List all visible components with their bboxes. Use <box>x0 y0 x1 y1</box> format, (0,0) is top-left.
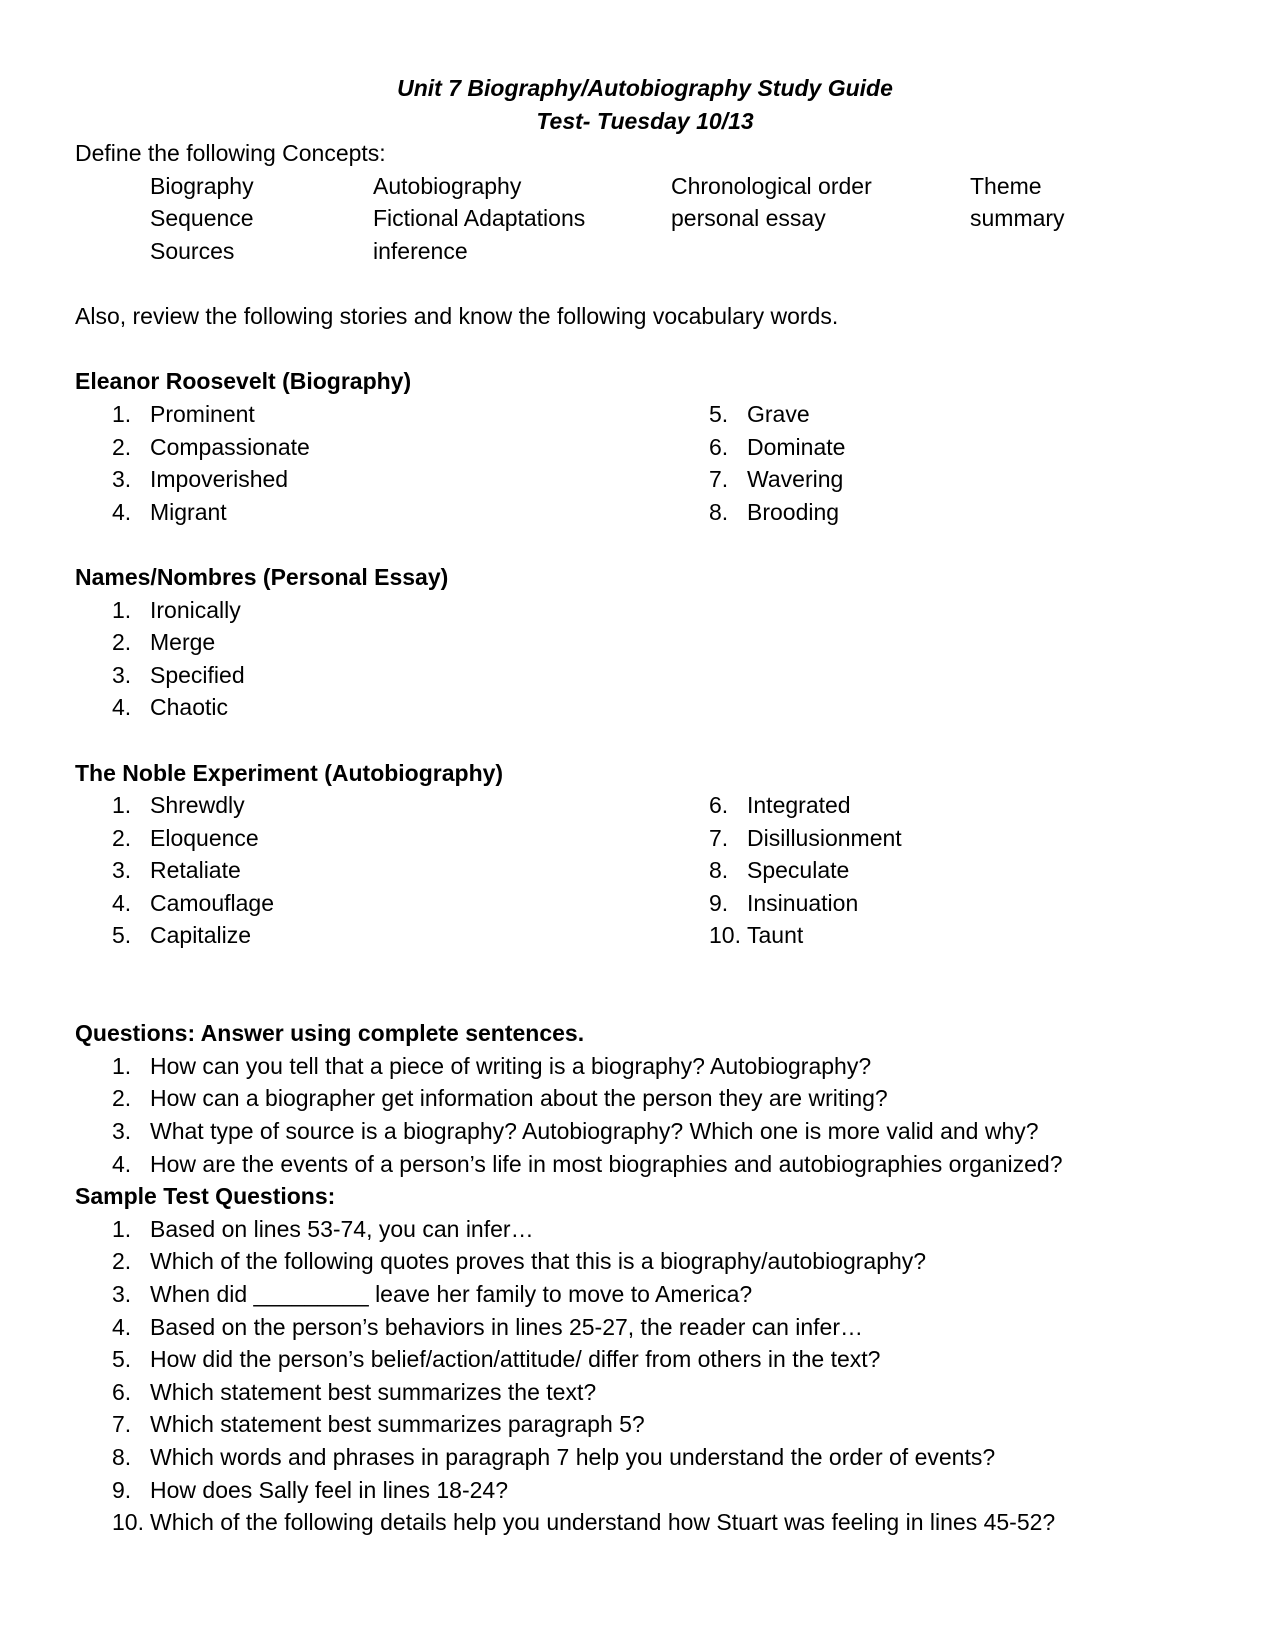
list-item: 9. Insinuation <box>709 889 859 916</box>
list-item: 8. Speculate <box>709 857 850 884</box>
section-heading-names: Names/Nombres (Personal Essay) <box>75 563 449 590</box>
section-heading-noble: The Noble Experiment (Autobiography) <box>75 759 504 786</box>
concepts-grid <box>75 170 1215 268</box>
list-item: 2. Which of the following quotes proves that this is a biography/autobiography? <box>112 1248 927 1275</box>
list-item: 3. When did _________ leave her family to move to America? <box>112 1281 753 1308</box>
list-item: 7. Wavering <box>709 466 844 493</box>
list-item: 4. Camouflage <box>112 889 275 916</box>
concept-term: Chronological order <box>671 172 872 199</box>
list-item: 1. Based on lines 53-74, you can infer… <box>112 1215 534 1242</box>
vocab-list-noble <box>75 789 1215 952</box>
list-item: 5. Capitalize <box>112 922 251 949</box>
list-item: 4. Migrant <box>112 498 227 525</box>
list-item: 3. Impoverished <box>112 466 289 493</box>
concept-term: personal essay <box>671 205 826 232</box>
list-item: 2. Merge <box>112 629 216 656</box>
concept-term <box>970 235 1215 268</box>
list-item: 3. Specified <box>112 661 245 688</box>
list-item: 1. How can you tell that a piece of writing is a biography? Autobiography? <box>112 1052 872 1079</box>
list-item: 9. How does Sally feel in lines 18-24? <box>112 1476 508 1503</box>
list-item: 5. How did the person’s belief/action/attitude/ differ from others in the text? <box>112 1346 881 1373</box>
list-item: 7. Disillusionment <box>709 824 902 851</box>
list-item: 6. Dominate <box>709 433 846 460</box>
list-item: 3. What type of source is a biography? Autobiography? Which one is more valid and why? <box>112 1118 1039 1145</box>
list-item: 6. Integrated <box>709 792 851 819</box>
vocab-list-eleanor <box>75 398 1215 528</box>
list-item: 1. Prominent <box>112 400 255 427</box>
sample-questions-heading: Sample Test Questions: <box>75 1183 336 1210</box>
list-item: 2. How can a biographer get information about the person they are writing? <box>112 1085 888 1112</box>
list-item: 2. Eloquence <box>112 824 259 851</box>
concept-term: Sources <box>150 237 235 264</box>
list-item: 7. Which statement best summarizes paragraph 5? <box>112 1411 645 1438</box>
title-line-1: Unit 7 Biography/Autobiography Study Guide <box>397 75 893 101</box>
concept-term: inference <box>373 237 468 264</box>
list-item: 3. Retaliate <box>112 857 241 884</box>
concept-term: Autobiography <box>373 172 522 199</box>
list-item: 10. Which of the following details help you understand how Stuart was feeling in lines 45-52? <box>112 1509 1056 1536</box>
concept-term: Biography <box>150 172 254 199</box>
questions-heading: Questions: Answer using complete sentences. <box>75 1020 585 1047</box>
list-item: 2. Compassionate <box>112 433 310 460</box>
review-intro: Also, review the following stories and know the following vocabulary words. <box>75 303 839 330</box>
list-item: 4. Based on the person’s behaviors in lines 25-27, the reader can infer… <box>112 1313 864 1340</box>
list-item: 4. Chaotic <box>112 694 228 721</box>
vocab-list-names <box>75 594 1215 724</box>
title-line-2: Test- Tuesday 10/13 <box>536 107 754 134</box>
concept-term <box>671 235 970 268</box>
list-item: 8. Which words and phrases in paragraph 7 help you understand the order of events? <box>112 1444 996 1470</box>
list-item: 4. How are the events of a person’s life in most biographies and autobiographies organized? <box>112 1150 1063 1177</box>
list-item: 1. Ironically <box>112 596 241 623</box>
list-item: 1. Shrewdly <box>112 792 245 819</box>
define-intro: Define the following Concepts: <box>75 140 386 167</box>
section-heading-eleanor: Eleanor Roosevelt (Biography) <box>75 368 412 395</box>
list-item: 10. Taunt <box>709 922 804 949</box>
concept-term: Sequence <box>150 205 254 232</box>
concept-term: Theme <box>970 172 1042 199</box>
concept-term: summary <box>970 205 1065 232</box>
concept-term: Fictional Adaptations <box>373 205 586 232</box>
list-item: 8. Brooding <box>709 498 840 525</box>
questions-list <box>75 1050 1215 1180</box>
list-item: 5. Grave <box>709 400 810 427</box>
sample-questions-list <box>75 1213 1215 1539</box>
list-item: 6. Which statement best summarizes the text? <box>112 1378 597 1405</box>
study-guide-page <box>75 72 1215 1539</box>
